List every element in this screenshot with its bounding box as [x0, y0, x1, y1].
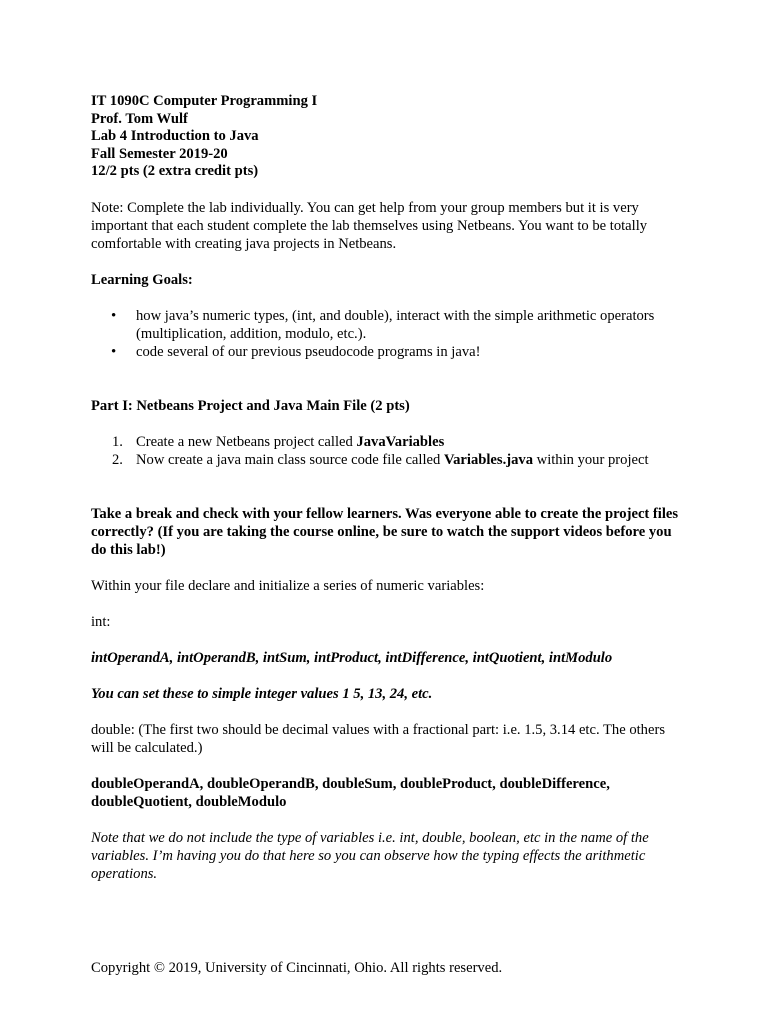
- bullet-icon: •: [111, 343, 117, 360]
- list-item: • how java’s numeric types, (int, and double), interact with the simple arithmetic operators (multiplication, addition, modulo, etc.).: [111, 307, 655, 342]
- part1-steps: [91, 433, 681, 469]
- int-hint: You can set these to simple integer values 1 5, 13, 24, etc.: [91, 685, 433, 702]
- points: 12/2 pts (2 extra credit pts): [91, 163, 259, 180]
- course-title: IT 1090C Computer Programming I: [91, 93, 318, 109]
- lab-title: Lab 4 Introduction to Java: [91, 128, 259, 145]
- part1-heading: Part I: Netbeans Project and Java Main File (2 pts): [91, 397, 410, 414]
- semester: Fall Semester 2019-20: [91, 145, 228, 162]
- bullet-icon: •: [111, 307, 117, 324]
- declare-intro: Within your file declare and initialize a series of numeric variables:: [91, 577, 485, 594]
- double-variable-list: doubleOperandA, doubleOperandB, doubleSum, doubleProduct, doubleDifference, doubleQuotient, doubleModulo: [91, 775, 610, 810]
- document-body: [91, 93, 681, 883]
- list-item: • code several of our previous pseudocode programs in java!: [111, 343, 481, 360]
- document-header: [91, 93, 681, 181]
- int-variable-list: intOperandA, intOperandB, intSum, intProduct, intDifference, intQuotient, intModulo: [91, 649, 613, 666]
- intro-note: Note: Complete the lab individually. You can get help from your group members but it is very important that each student complete the lab themselves using Netbeans. You want to be totally comfortable with creating java projects in Netbeans.: [91, 199, 648, 252]
- double-intro: double: (The first two should be decimal values with a fractional part: i.e. 1.5, 3.14 etc. The others will be calculated.): [91, 721, 665, 756]
- learning-goals-heading: Learning Goals:: [91, 271, 193, 288]
- copyright-footer: Copyright © 2019, University of Cincinnati, Ohio. All rights reserved.: [91, 960, 503, 976]
- int-label: int:: [91, 613, 111, 630]
- checkpoint-text: Take a break and check with your fellow learners. Was everyone able to create the project files correctly? (If you are taking the course online, be sure to watch the support videos before you do this lab!): [91, 505, 679, 558]
- naming-note: Note that we do not include the type of variables i.e. int, double, boolean, etc in the name of the variables. I’m having you do that here so you can observe how the typing effects the arithmetic operations.: [91, 829, 649, 882]
- instructor-name: Prof. Tom Wulf: [91, 110, 188, 127]
- list-item: 1. Create a new Netbeans project called JavaVariables: [112, 433, 445, 450]
- list-item: 2. Now create a java main class source code file called Variables.java within your project: [112, 451, 649, 468]
- learning-goals-list: [91, 307, 681, 361]
